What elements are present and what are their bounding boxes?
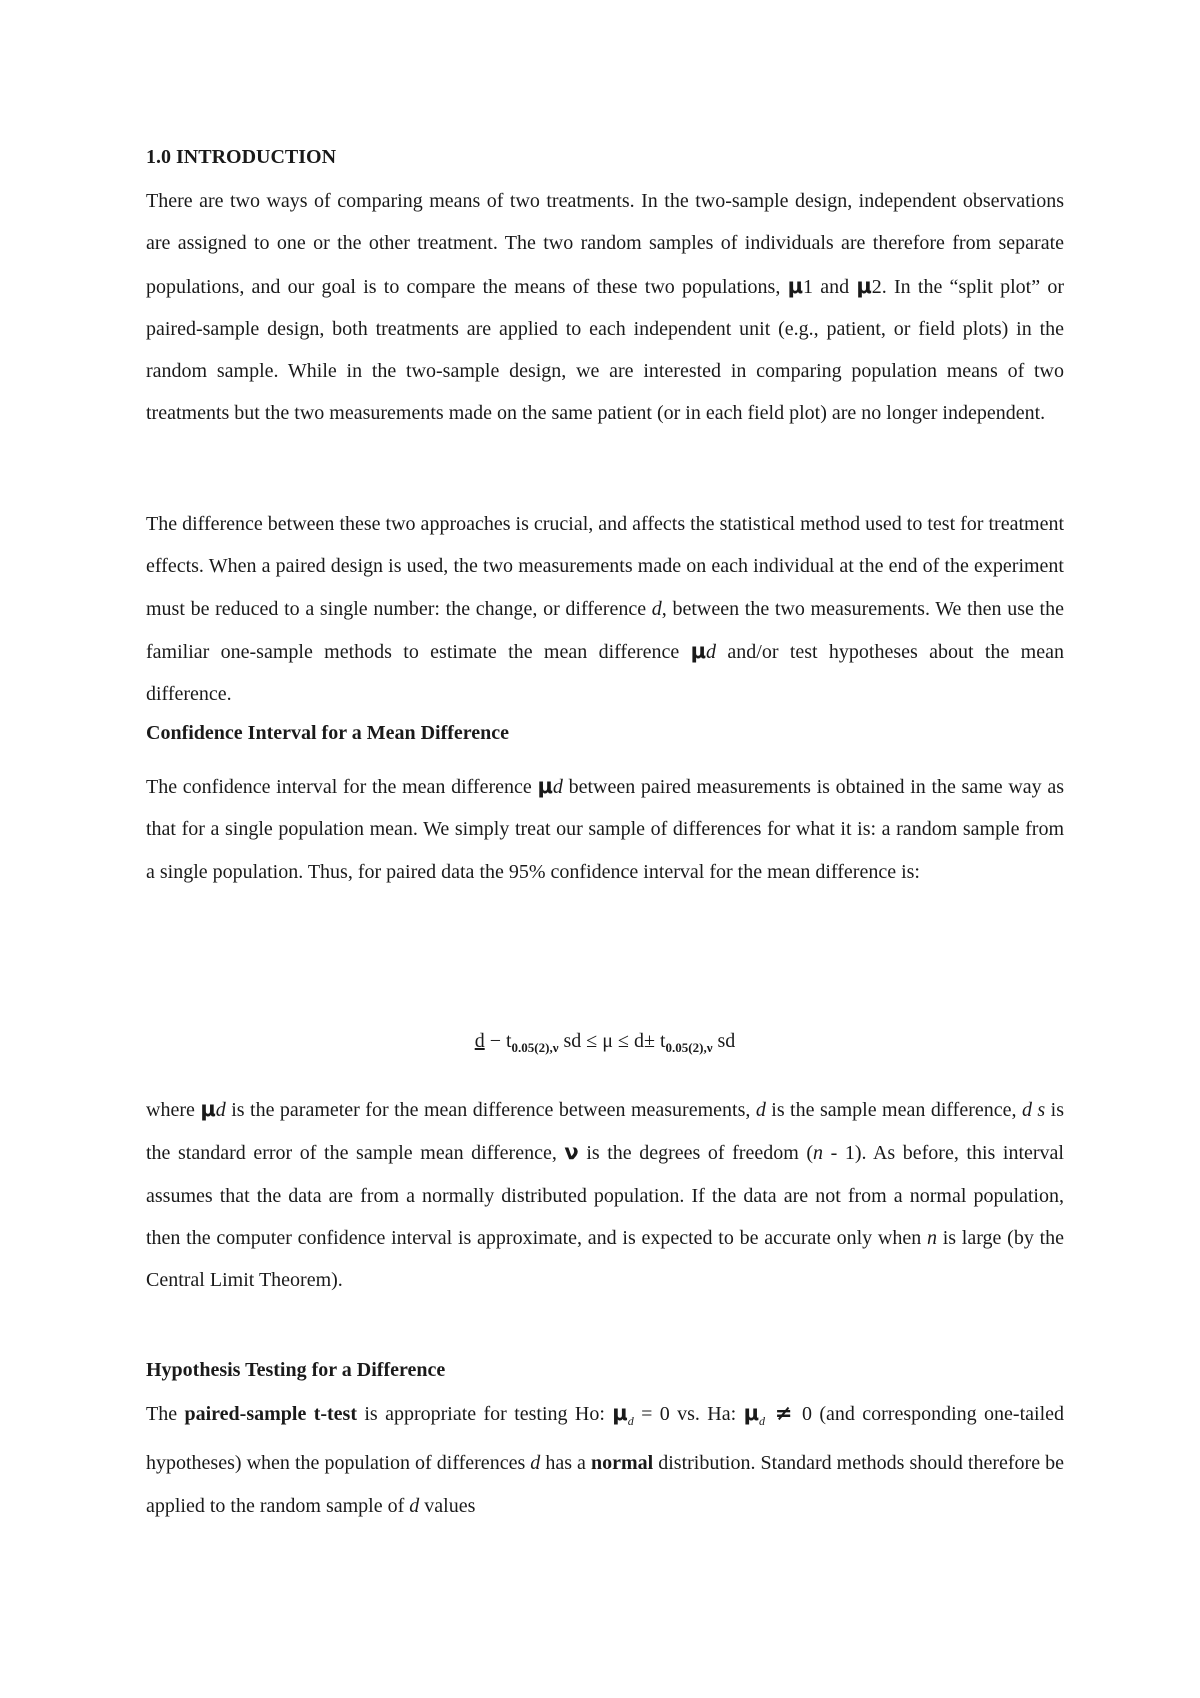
- mu-symbol: μ: [690, 638, 707, 663]
- paragraph-ci: [146, 765, 1064, 893]
- nu-symbol: ν: [564, 1140, 579, 1165]
- p2-text-a: The difference between these two approaches is crucial, and affects the statistical method used to test for treatment effects. When a paired design is used, the two measurements made on each individual at the end of the experiment must be reduced to a single number: the change, or difference: [146, 513, 1064, 620]
- ht-heading: Hypothesis Testing for a Difference: [146, 1359, 446, 1381]
- mu-symbol: μ: [537, 774, 553, 798]
- n-variable: n: [926, 1226, 937, 1249]
- p2-text-c: and/or test hypotheses about the mean difference.: [146, 640, 1064, 706]
- ci-heading: Confidence Interval for a Mean Difference: [146, 722, 510, 744]
- p5-text-a: The: [146, 1403, 185, 1425]
- mu-subscript-d: d: [627, 1414, 634, 1428]
- p5-text-g: distribution. Standard methods should therefore be applied to the random sample of: [146, 1452, 1064, 1517]
- formula-middle: sd ≤ μ ≤ d: [558, 1030, 644, 1052]
- formula-minus-t: − t: [484, 1030, 512, 1052]
- d-variable: d: [215, 1099, 226, 1121]
- formula-d-bar: d: [474, 1030, 485, 1052]
- mu-subscript-d: d: [759, 1414, 766, 1428]
- p3-text-b: between paired measurements is obtained in the same way as that for a single population mean. We simply treat our sample of differences for what it is: a random sample from a single population. Thus, for paired data the 95% confidence interval for the mean difference is:: [146, 776, 1064, 883]
- formula-sd2: sd: [712, 1030, 736, 1052]
- mu-symbol: μ: [743, 1401, 760, 1425]
- n-variable: n: [813, 1142, 824, 1165]
- mu-symbol: μ: [856, 273, 872, 298]
- formula-subscript-1: 0.05(2),ν: [511, 1040, 559, 1055]
- d-variable: d: [530, 1452, 541, 1475]
- p1-text-b: 1 and: [803, 275, 857, 298]
- p4-text-c: is the sample mean difference,: [765, 1099, 1022, 1121]
- p5-text-h: values: [419, 1494, 476, 1517]
- mu-symbol: μ: [200, 1097, 216, 1121]
- d-variable: d: [651, 597, 662, 620]
- p5-text-e: 0 (and corresponding one-tailed hypotheses) when the population of differences: [146, 1403, 1065, 1475]
- formula-subscript-2: 0.05(2),ν: [665, 1040, 713, 1055]
- p4-text-e: is the standard error of the sample mean difference,: [146, 1099, 1065, 1165]
- intro-heading: 1.0 INTRODUCTION: [146, 146, 337, 168]
- ci-formula: [146, 1030, 1064, 1056]
- d-variable: d: [706, 640, 717, 663]
- p5-text-b: is appropriate for testing Ho:: [357, 1403, 613, 1425]
- p1-text-c: 2. In the “split plot” or paired-sample design, both treatments are applied to each independent unit (e.g., patient, or field plots) in the random sample. While in the two-sample design, we are interested in comparing population means of two treatments but the two measurements made on the same patient (or in each field plot) are no longer independent.: [146, 275, 1064, 425]
- paragraph-hypothesis: [146, 1392, 1064, 1527]
- p4-text-f: is the degrees of freedom (: [578, 1142, 814, 1165]
- ds-variable: d s: [1021, 1099, 1046, 1121]
- normal-term: normal: [590, 1452, 654, 1475]
- p1-text-a: There are two ways of comparing means of two treatments. In the two-sample design, independent observations are assigned to one or the other treatment. The two random samples of individuals are therefore from separate populations, and our goal is to compare the means of these two populations,: [146, 190, 1064, 298]
- formula-plusminus: ±: [643, 1030, 655, 1052]
- d-variable: d: [409, 1494, 420, 1517]
- p5-text-c: = 0 vs. Ha:: [633, 1403, 744, 1425]
- not-equal-symbol: ≠: [765, 1401, 802, 1425]
- p4-text-b: is the parameter for the mean difference between measurements,: [225, 1099, 756, 1121]
- paragraph-intro: [146, 180, 1064, 435]
- p4-text-a: where: [146, 1099, 201, 1121]
- p4-text-h: is large (by the Central Limit Theorem).: [146, 1226, 1064, 1292]
- paragraph-approaches: [146, 503, 1064, 715]
- p2-text-b: , between the two measurements. We then use the familiar one-sample methods to estimate the mean difference: [146, 597, 1064, 663]
- formula-t2: t: [654, 1030, 666, 1052]
- d-variable: d: [552, 776, 563, 798]
- p5-text-f: has a: [540, 1452, 591, 1475]
- d-variable: d: [755, 1099, 766, 1121]
- p3-text-a: The confidence interval for the mean difference: [146, 776, 538, 798]
- mu-symbol: μ: [612, 1401, 628, 1425]
- paired-t-test-term: paired-sample t-test: [184, 1403, 357, 1425]
- p4-text-g: - 1). As before, this interval assumes that the data are from a normally distributed population. If the data are not from a normal population, then the computer confidence interval is approximate, and is expected to be accurate only when: [146, 1142, 1064, 1249]
- paragraph-where: [146, 1088, 1064, 1301]
- mu-symbol: μ: [787, 273, 804, 298]
